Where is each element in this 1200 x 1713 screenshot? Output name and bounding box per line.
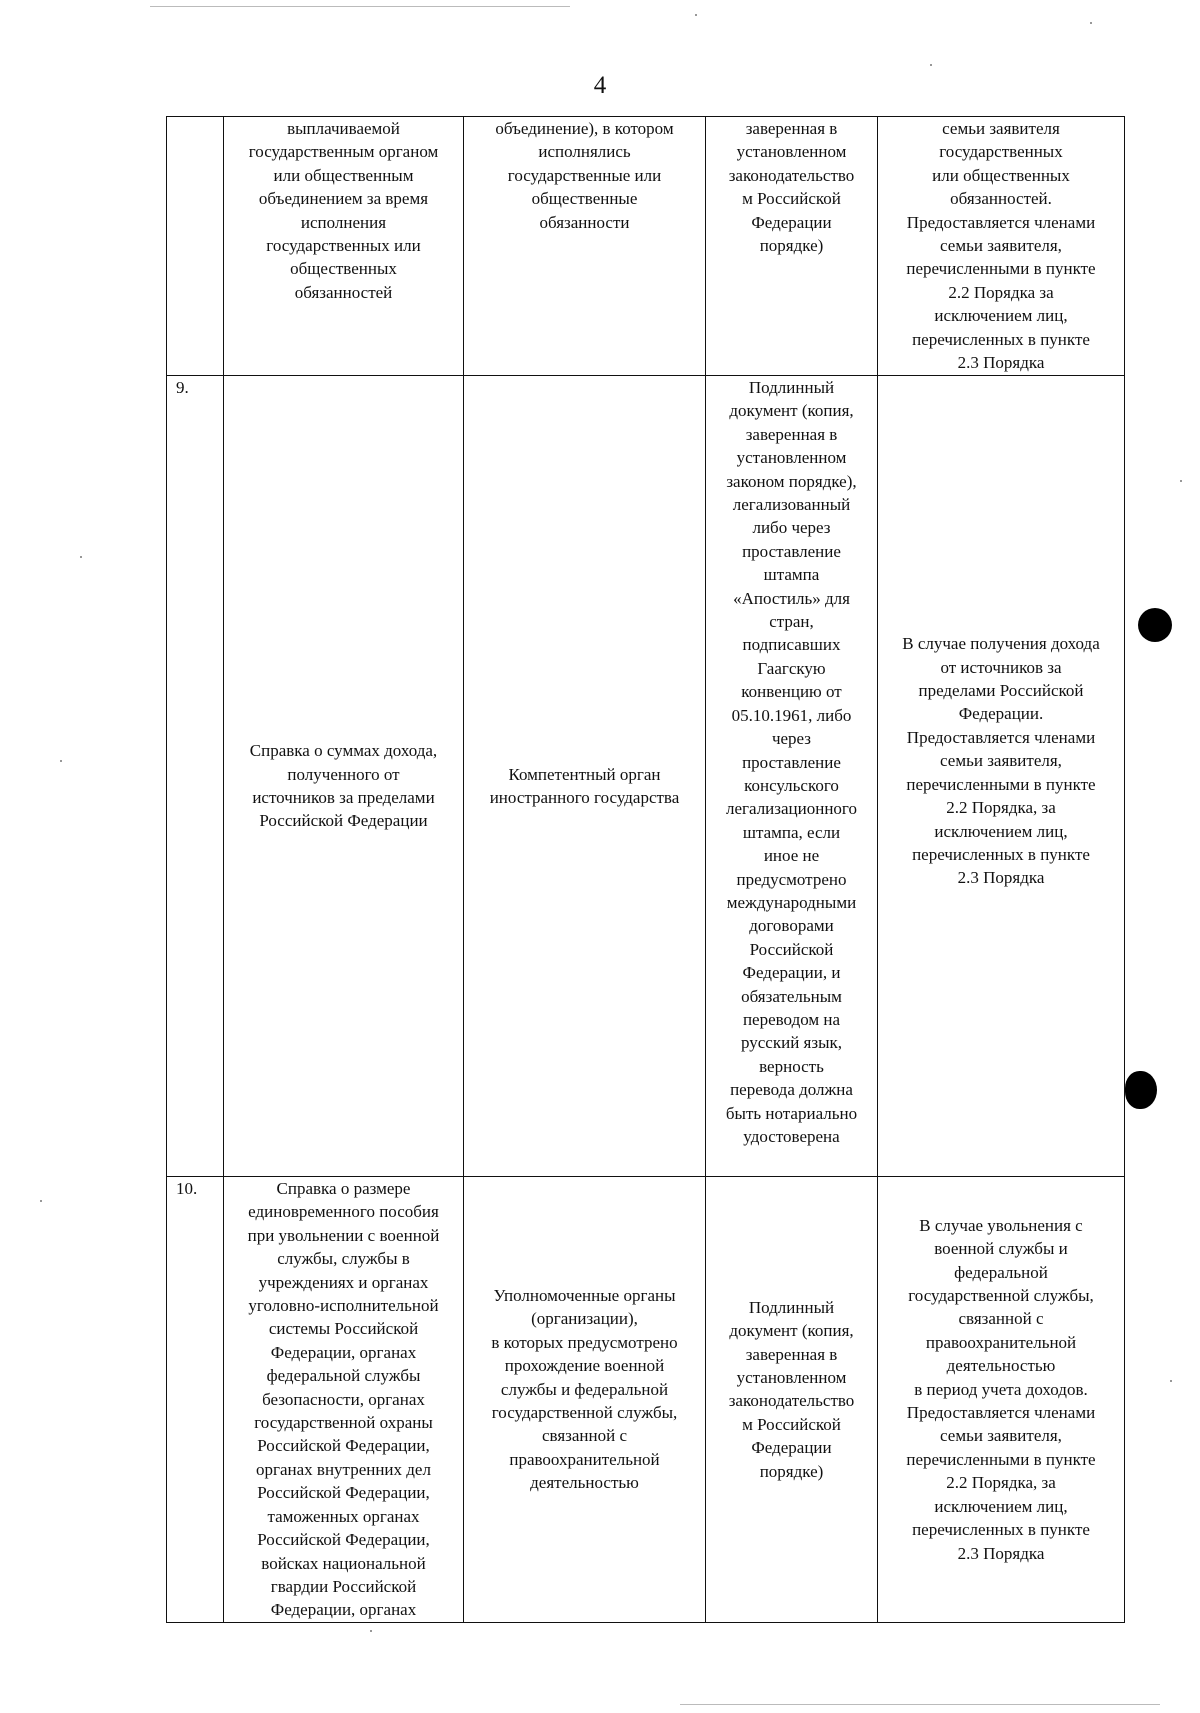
scan-speck xyxy=(930,64,932,66)
row-number: 10. xyxy=(167,1177,224,1623)
scan-speck xyxy=(1090,22,1092,24)
scan-speck xyxy=(80,556,82,558)
issuer-cell: объединение), в котором исполнялись государственные или общественные обязанности xyxy=(464,117,706,376)
scan-speck xyxy=(370,1630,372,1632)
document-name-cell: выплачиваемой государственным органом или общественным объединением за время исполнения государственных или общественных обязанностей xyxy=(224,117,464,376)
note-cell: В случае получения дохода от источников за пределами Российской Федерации. Предоставляется членами семьи заявителя, перечисленными в пункте 2.2 Порядка, за исключением лиц, перечисленных в пункте 2.3 Порядка xyxy=(878,376,1125,1177)
page-number: 4 xyxy=(593,72,607,99)
scan-speck xyxy=(60,760,62,762)
row-number xyxy=(167,117,224,376)
scan-speck xyxy=(1170,1380,1172,1382)
document-name-cell: Справка о размере единовременного пособия при увольнении с военной службы, службы в учреждениях и органах уголовно-исполнительной системы Российской Федерации, органах федеральной службы безопасности, органах государственной охраны Российской Федерации, органах внутренних дел Российской Федерации, таможенных органах Российской Федерации, войсках национальной гвардии Российской Федерации, органах xyxy=(224,1177,464,1623)
punch-hole-mark xyxy=(1125,1071,1157,1109)
documents-table xyxy=(166,116,1125,1623)
row-number: 9. xyxy=(167,376,224,1177)
issuer-cell: Уполномоченные органы (организации), в которых предусмотрено прохождение военной службы и федеральной государственной службы, связанной с правоохранительной деятельностью xyxy=(464,1177,706,1623)
document-form-cell: Подлинный документ (копия, заверенная в установленном законодательство м Российской Федерации порядке) xyxy=(706,1177,878,1623)
note-cell: В случае увольнения с военной службы и федеральной государственной службы, связанной с правоохранительной деятельностью в период учета доходов. Предоставляется членами семьи заявителя, перечисленными в пункте 2.2 Порядка, за исключением лиц, перечисленных в пункте 2.3 Порядка xyxy=(878,1177,1125,1623)
punch-hole-mark xyxy=(1138,608,1172,642)
note-cell: семьи заявителя государственных или общественных обязанностей. Предоставляется членами семьи заявителя, перечисленными в пункте 2.2 Порядка за исключением лиц, перечисленных в пункте 2.3 Порядка xyxy=(878,117,1125,376)
document-form-cell: заверенная в установленном законодательство м Российской Федерации порядке) xyxy=(706,117,878,376)
scan-edge-bottom xyxy=(680,1704,1160,1705)
table-row xyxy=(167,376,1125,1177)
document-form-cell: Подлинный документ (копия, заверенная в установленном законом порядке), легализованный либо через проставление штампа «Апостиль» для стран, подписавших Гаагскую конвенцию от 05.10.1961, либо через проставление консульского легализационного штампа, если иное не предусмотрено международными договорами Российской Федерации, и обязательным переводом на русский язык, верность перевода должна быть нотариально удостоверена xyxy=(706,376,878,1177)
table-row xyxy=(167,117,1125,376)
scan-speck xyxy=(1180,480,1182,482)
document-name-cell: Справка о суммах дохода, полученного от источников за пределами Российской Федерации xyxy=(224,376,464,1177)
issuer-cell: Компетентный орган иностранного государства xyxy=(464,376,706,1177)
scan-speck xyxy=(695,14,697,16)
scan-edge-top xyxy=(150,6,570,7)
scan-speck xyxy=(40,1200,42,1202)
table-row xyxy=(167,1177,1125,1623)
